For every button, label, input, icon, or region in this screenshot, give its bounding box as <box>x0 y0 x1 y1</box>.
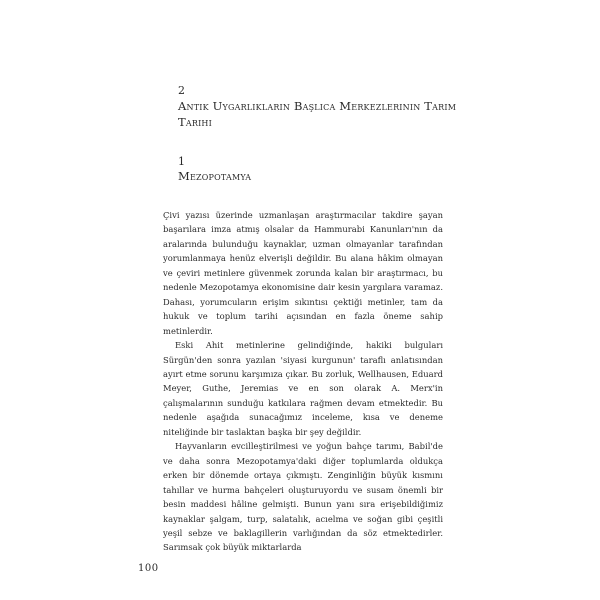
section-number: 1 <box>178 155 185 168</box>
paragraph-2: Eski Ahit metinlerine gelindiğinde, hakiki bulguları Sürgün'den sonra yazılan 'siyasi kurgunun' taraflı anlatısından ayırt etme sorunu karşımıza çıkar. Bu zorluk, Wellhausen, Eduard Meyer, Guthe, Jeremias ve en son olarak A. Merx'in çalışmalarının sunduğu katkılara rağmen devam etmektedir. Bu nedenle aşağıda sunacağımız inceleme, kısa ve deneme niteliğinde bir taslaktan başka bir şey değildir. <box>163 340 443 437</box>
paragraph-1: Çivi yazısı üzerinde uzmanlaşan araştırmacılar takdire şayan başarılara imza atmış olsalar da Hammurabi Kanunları'nın da aralarında bulunduğu kaynaklar, uzman olmayanlar tarafından yorumlanmaya henüz elverişli değildir. Bu alana hâkim olmayan ve çeviri metinlere güvenmek zorunda kalan bir araştırmacı, bu nedenle Mezopotamya ekonomisine dair kesin yargılara varamaz. Dahası, yorumcuların erişim sıkıntısı çektiği metinler, tam da hukuk ve toplum tarihi açısından en fazla öneme sahip metinlerdir. <box>163 210 443 336</box>
section-title: Mezopotamya <box>178 169 252 183</box>
chapter-title: Antik Uygarlıkların Başlıca Merkezlerinin Tarım Tarihi <box>178 99 457 129</box>
body-text <box>163 208 443 555</box>
chapter-number: 2 <box>178 84 185 97</box>
paragraph-3: Hayvanların evcilleştirilmesi ve yoğun bahçe tarımı, Babil'de ve daha sonra Mezopotamya'daki diğer toplumlarda oldukça erken bir dönemde ortaya çıkmıştı. Zenginliğin büyük kısmını tahıllar ve hurma bahçeleri oluşturuyordu ve susam önemli bir besin maddesi hâline gelmişti. Bunun yanı sıra erişebildiğimiz kaynaklar şalgam, turp, salatalık, acıelma ve soğan gibi çeşitli yeşil sebze ve baklagillerin varlığından da söz etmektedirler. Sarımsak çok büyük miktarlarda <box>163 441 443 553</box>
page-number: 100 <box>138 563 159 574</box>
